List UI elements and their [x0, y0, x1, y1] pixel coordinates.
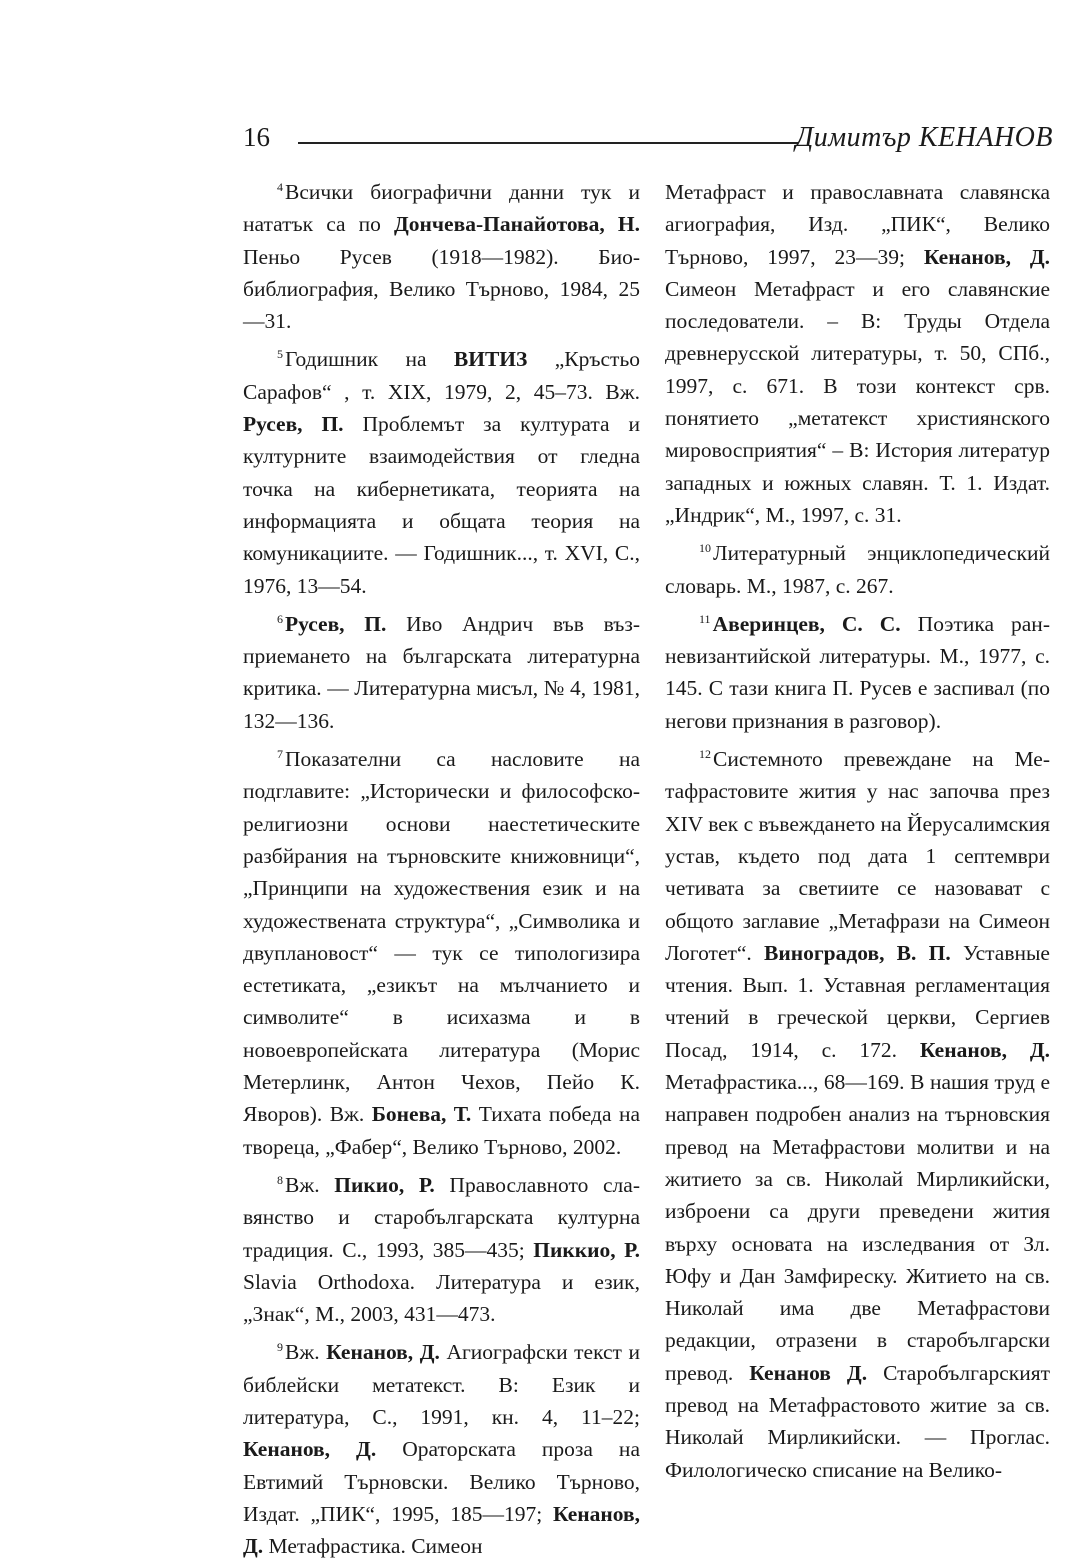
footnote-8: $^8$Вж. Пикио, Р. Православното славянство и старобългарската културна традиция. С., 1993, 385—435; Пиккио, Р. Slavia Orthodoxa. Литература и език, „Знак“, М., 2003, 431—473. — [243, 1172, 640, 1327]
footnote-5: $^5$Годишник на ВИТИЗ „Кръстьо Сарафов“ , т. XIX, 1979, 2, 45–73. Вж. Русев, П. Проблемът за културата и културните взаимодействия от гледна точка на кибернетиката, теорията на информацията и общата теория на комуникациите. — Годишник..., т. XVI, С., 1976, 13—54. — [243, 347, 640, 598]
footnote-4: $^4$Всички биографични данни тук и нататък са по Дончева-Панайотова, Н. Пеньо Русев (1918—1982). Биобиблиография, Велико Търново, 1984, 25—31. — [243, 180, 640, 334]
running-head-author: Димитър КЕНАНОВ — [795, 122, 1053, 153]
footnote-7: $^7$Показателни са насловите на подглавите: „Исторически и философско-религиозни основи наестетическите разбйрания на търновските книжовници“, „Принципи на художествения език и на художествената структура“, „Символика и двуплановост“ — тук се типологизира естетиката, „езикът на мълчанието и символите“ в исихазма и в новоевропейската литература (Морис Метерлинк, Антон Чехов, Пейо К. Яворов). Вж. Бонева, Т. Тихата победа на твореца, „Фабер“, Велико Търново, 2002. — [243, 747, 640, 1159]
footnotes-right-column — [665, 176, 1050, 1492]
footnote-10: $^{10}$Литературный энциклопедический словарь. М., 1987, с. 267. — [665, 541, 1050, 598]
footnote-number: 7 — [277, 747, 283, 762]
header-rule — [298, 142, 798, 144]
footnote-number: 5 — [277, 347, 283, 362]
footnote-12: $^{12}$Системното превеждане на Метафрастовите жития у нас започва през XIV век с въвеждането на Йерусалимския устав, където под дата 1 септември четивата за светиите се назовават с общото заглавие „Метафрази на Симеон Логотет“. Виноградов, В. П. Уставные чтения. Вып. 1. Уставная регламентация чтений в греческой церкви, Сергиев Посад, 1914, с. 172. Кенанов, Д. Метафрастика..., 68—169. В нашия труд е направен подробен анализ на търновския превод на Метафрастови молитви и на житието за св. Николай Мирликийски, изброени са други преведени жития върху основата на изследвания от Зл. Юфу и Дан Замфиреску. Житието на св. Николай има две Метафрастови редакции, отразени в старобългарски превод. Кенанов Д. Старобългарският превод на Метафрастовото житие за св. Николай Мирликийски. — Проглас. Филологическо списание на Велико- — [665, 747, 1050, 1482]
running-header — [243, 120, 1053, 160]
footnote-number: 4 — [277, 180, 283, 194]
footnote-number: 10 — [699, 541, 711, 556]
footnote-number: 8 — [277, 1172, 283, 1187]
footnote-number: 6 — [277, 611, 283, 626]
footnotes-left-column — [243, 176, 640, 1568]
footnote-number: 11 — [699, 611, 711, 626]
page-number: 16 — [243, 122, 270, 152]
footnote-number: 9 — [277, 1340, 283, 1355]
footnote-6: $^6$Русев, П. Иво Андрич във възприемането на българската литературна критика. — Литературна мисъл, № 4, 1981, 132—136. — [243, 611, 640, 733]
footnote-9-continued: Метафраст и православната славянска агиография, Изд. „ПИК“, Велико Търново, 1997, 23—39; Кенанов, Д. Симеон Метафраст и его славянские последователи. – В: Труды Отдела древнерусской литературы, т. 50, СПб., 1997, с. 671. В този контекст срв. понятието „метатекст християнского мировосприятия“ – В: История литератур западных и южных славян. Т. 1. Издат. „Индрик“, М., 1997, с. 31. — [665, 180, 1050, 527]
footnote-11: $^{11}$Аверинцев, С. С. Поэтика ранневизантийской литературы. М., 1977, с. 145. С тази книга П. Русев е заспивал (по негови признания в разговор). — [665, 611, 1050, 733]
footnote-number: 12 — [699, 747, 711, 762]
footnote-9: $^9$Вж. Кенанов, Д. Агиографски текст и библейски метатекст. В: Език и литература, С., 1991, кн. 4, 11–22; Кенанов, Д. Ораторската проза на Евтимий Търновски. Велико Търново, Издат. „ПИК“, 1995, 185—197; Кенанов, Д. Метафрастика. Симеон — [243, 1340, 640, 1559]
